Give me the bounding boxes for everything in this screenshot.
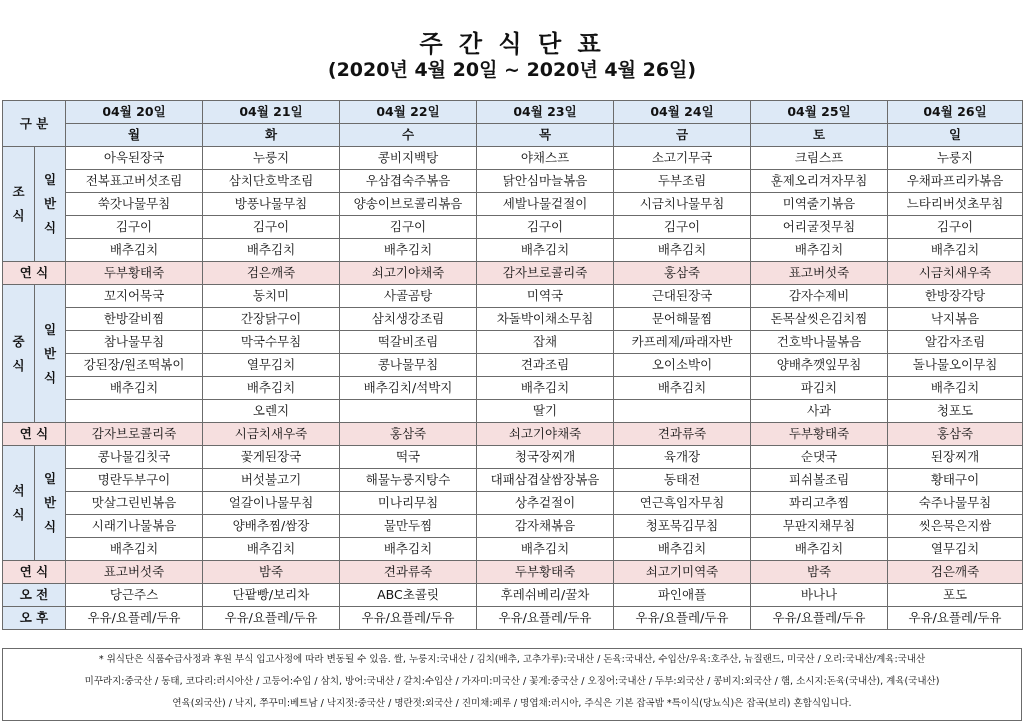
menu-cell: 배추김치: [888, 377, 1023, 400]
note-line-3: 연육(외국산) / 낙지, 쭈꾸미:베트남 / 낙지젓:중국산 / 명란젓:외국산 / 진미채:페루 / 명엽채:러시아, 주식은 기본 잡곡밥 *특이식(당뇨식)은 잡곡(보리) 혼합식입니다.: [172, 698, 852, 709]
menu-cell: 느타리버섯초무침: [888, 193, 1023, 216]
menu-cell: 양송이브로콜리볶음: [340, 193, 477, 216]
menu-cell: 황태구이: [888, 469, 1023, 492]
menu-cell: 청포묵김무침: [614, 515, 751, 538]
day-header: 일: [888, 124, 1023, 147]
menu-cell: [66, 400, 203, 423]
day-header: 화: [203, 124, 340, 147]
soft-menu-cell: 두부황태죽: [477, 561, 614, 584]
menu-cell: 우채파프리카볶음: [888, 170, 1023, 193]
snack-cell: 파인애플: [614, 584, 751, 607]
menu-cell: [614, 400, 751, 423]
menu-cell: 무판지채무침: [751, 515, 888, 538]
snack-cell: 우유/요플레/두유: [614, 607, 751, 630]
pm_snack-label: 오 후: [3, 607, 66, 630]
lunch-general-label: 일 반 식: [35, 285, 66, 423]
page-title: 주 간 식 단 표: [419, 30, 605, 58]
dinner-label: 석 식: [3, 446, 35, 561]
dinner-soft-label: 연 식: [3, 561, 66, 584]
day-header: 수: [340, 124, 477, 147]
breakfast-general-label: 일 반 식: [35, 147, 66, 262]
menu-cell: 삼치단호박조림: [203, 170, 340, 193]
menu-cell: 배추김치: [751, 538, 888, 561]
menu-cell: 김구이: [66, 216, 203, 239]
menu-cell: 닭안심마늘볶음: [477, 170, 614, 193]
menu-cell: 배추김치: [66, 377, 203, 400]
date-range-subtitle: (2020년 4월 20일 ~ 2020년 4월 26일): [327, 59, 697, 81]
menu-cell: 떡갈비조림: [340, 331, 477, 354]
menu-cell: 배추김치: [66, 239, 203, 262]
menu-cell: 배추김치: [66, 538, 203, 561]
menu-cell: 파김치: [751, 377, 888, 400]
day-header: 토: [751, 124, 888, 147]
menu-cell: 배추김치: [203, 239, 340, 262]
date-header: 04월 22일: [340, 101, 477, 124]
menu-cell: 두부조림: [614, 170, 751, 193]
menu-cell: 배추김치: [477, 239, 614, 262]
menu-cell: 소고기무국: [614, 147, 751, 170]
menu-cell: 미역국: [477, 285, 614, 308]
soft-menu-cell: 홍삼죽: [614, 262, 751, 285]
am_snack-label: 오 전: [3, 584, 66, 607]
menu-cell: 돌나물오이무침: [888, 354, 1023, 377]
menu-cell: 삼치생강조림: [340, 308, 477, 331]
menu-cell: 오렌지: [203, 400, 340, 423]
menu-cell: 김구이: [614, 216, 751, 239]
soft-menu-cell: 견과류죽: [340, 561, 477, 584]
menu-cell: 막국수무침: [203, 331, 340, 354]
menu-cell: 동치미: [203, 285, 340, 308]
menu-cell: 배추김치: [340, 239, 477, 262]
menu-cell: 간장닭구이: [203, 308, 340, 331]
menu-cell: 오이소박이: [614, 354, 751, 377]
menu-cell: 미나리무침: [340, 492, 477, 515]
snack-cell: 우유/요플레/두유: [340, 607, 477, 630]
menu-cell: 문어해물찜: [614, 308, 751, 331]
menu-cell: 차돌박이채소무침: [477, 308, 614, 331]
menu-cell: 김구이: [477, 216, 614, 239]
menu-cell: 김구이: [888, 216, 1023, 239]
menu-cell: 시금치나물무침: [614, 193, 751, 216]
soft-menu-cell: 쇠고기야채죽: [340, 262, 477, 285]
menu-cell: 육개장: [614, 446, 751, 469]
snack-cell: 우유/요플레/두유: [751, 607, 888, 630]
soft-menu-cell: 표고버섯죽: [66, 561, 203, 584]
menu-cell: 한방장각탕: [888, 285, 1023, 308]
menu-cell: 동태전: [614, 469, 751, 492]
lunch-soft-label: 연 식: [3, 423, 66, 446]
menu-cell: 청국장찌개: [477, 446, 614, 469]
menu-cell: 어리굴젓무침: [751, 216, 888, 239]
menu-cell: 견과조림: [477, 354, 614, 377]
menu-cell: 꽈리고추찜: [751, 492, 888, 515]
menu-cell: 양배추깻잎무침: [751, 354, 888, 377]
menu-cell: 배추김치: [340, 538, 477, 561]
soft-menu-cell: 검은깨죽: [203, 262, 340, 285]
menu-cell: 누룽지: [888, 147, 1023, 170]
menu-cell: 아욱된장국: [66, 147, 203, 170]
snack-cell: 단팥빵/보리차: [203, 584, 340, 607]
menu-cell: 배추김치: [477, 538, 614, 561]
soft-menu-cell: 감자브로콜리죽: [66, 423, 203, 446]
menu-cell: 연근흑임자무침: [614, 492, 751, 515]
menu-cell: 낙지볶음: [888, 308, 1023, 331]
menu-cell: 훈제오리겨자무침: [751, 170, 888, 193]
note-line-2: 미꾸라지:중국산 / 동태, 코다리:러시아산 / 고등어:수입 / 삼치, 방어:국내산 / 갈치:수입산 / 가자미:미국산 / 꽃게:중국산 / 오징어:국내산 / 두부:외국산 / 콩비지:외국산 / 햄, 소시지:돈육(국내산), 계육(국내산): [84, 676, 940, 687]
menu-cell: 사과: [751, 400, 888, 423]
menu-cell: 물만두찜: [340, 515, 477, 538]
menu-cell: 누룽지: [203, 147, 340, 170]
date-header: 04월 23일: [477, 101, 614, 124]
menu-cell: 한방갈비찜: [66, 308, 203, 331]
soft-menu-cell: 두부황태죽: [751, 423, 888, 446]
menu-cell: 상추겉절이: [477, 492, 614, 515]
menu-cell: 사골곰탕: [340, 285, 477, 308]
menu-cell: 꽃게된장국: [203, 446, 340, 469]
menu-cell: 김구이: [203, 216, 340, 239]
date-header: 04월 21일: [203, 101, 340, 124]
menu-cell: 배추김치: [614, 377, 751, 400]
soft-menu-cell: 시금치새우죽: [888, 262, 1023, 285]
snack-cell: 우유/요플레/두유: [477, 607, 614, 630]
menu-cell: 미역줄기볶음: [751, 193, 888, 216]
menu-cell: 양배추찜/쌈장: [203, 515, 340, 538]
menu-cell: 방풍나물무침: [203, 193, 340, 216]
menu-cell: 딸기: [477, 400, 614, 423]
breakfast-soft-label: 연 식: [3, 262, 66, 285]
menu-cell: 콩비지백탕: [340, 147, 477, 170]
snack-cell: 우유/요플레/두유: [888, 607, 1023, 630]
soft-menu-cell: 표고버섯죽: [751, 262, 888, 285]
menu-cell: 세발나물겉절이: [477, 193, 614, 216]
menu-cell: 배추김치: [888, 239, 1023, 262]
date-header: 04월 25일: [751, 101, 888, 124]
menu-cell: 배추김치: [203, 377, 340, 400]
note-line-1: * 위식단은 식품수급사정과 후원 부식 입고사정에 따라 변동될 수 있음. 쌀, 누룽지:국내산 / 김치(배추, 고추가루):국내산 / 돈육:국내산, 수입산/우육:호주산, 뉴질랜드, 미국산 / 오리:국내산/계육:국내산: [98, 654, 926, 665]
snack-cell: 포도: [888, 584, 1023, 607]
day-header: 금: [614, 124, 751, 147]
soft-menu-cell: 쇠고기미역죽: [614, 561, 751, 584]
menu-cell: [340, 400, 477, 423]
breakfast-label: 조 식: [3, 147, 35, 262]
menu-cell: 배추김치: [751, 239, 888, 262]
menu-cell: 강된장/원조떡볶이: [66, 354, 203, 377]
menu-cell: 시래기나물볶음: [66, 515, 203, 538]
soft-menu-cell: 시금치새우죽: [203, 423, 340, 446]
menu-cell: 열무김치: [888, 538, 1023, 561]
menu-cell: 참나물무침: [66, 331, 203, 354]
menu-cell: 얼갈이나물무침: [203, 492, 340, 515]
menu-cell: 배추김치/석박지: [340, 377, 477, 400]
snack-cell: 우유/요플레/두유: [203, 607, 340, 630]
lunch-label: 중 식: [3, 285, 35, 423]
menu-cell: 쑥갓나물무침: [66, 193, 203, 216]
weekly-menu-table: [2, 100, 1023, 630]
menu-cell: 카프레제/파래자반: [614, 331, 751, 354]
soft-menu-cell: 검은깨죽: [888, 561, 1023, 584]
soft-menu-cell: 두부황태죽: [66, 262, 203, 285]
snack-cell: 당근주스: [66, 584, 203, 607]
menu-cell: 배추김치: [614, 239, 751, 262]
soft-menu-cell: 견과류죽: [614, 423, 751, 446]
menu-cell: 씻은묵은지쌈: [888, 515, 1023, 538]
menu-cell: 순댓국: [751, 446, 888, 469]
menu-cell: 배추김치: [614, 538, 751, 561]
menu-cell: 배추김치: [203, 538, 340, 561]
soft-menu-cell: 감자브로콜리죽: [477, 262, 614, 285]
soft-menu-cell: 홍삼죽: [888, 423, 1023, 446]
soft-menu-cell: 쇠고기야채죽: [477, 423, 614, 446]
date-header: 04월 26일: [888, 101, 1023, 124]
menu-cell: 배추김치: [477, 377, 614, 400]
menu-cell: 버섯불고기: [203, 469, 340, 492]
menu-cell: 알감자조림: [888, 331, 1023, 354]
menu-cell: 떡국: [340, 446, 477, 469]
menu-cell: 우삼겹숙주볶음: [340, 170, 477, 193]
date-header: 04월 24일: [614, 101, 751, 124]
menu-cell: 꼬지어묵국: [66, 285, 203, 308]
menu-cell: 콩나물김칫국: [66, 446, 203, 469]
menu-cell: 크림스프: [751, 147, 888, 170]
menu-cell: 콩나물무침: [340, 354, 477, 377]
menu-cell: 김구이: [340, 216, 477, 239]
menu-cell: 건호박나물볶음: [751, 331, 888, 354]
dinner-general-label: 일 반 식: [35, 446, 66, 561]
menu-cell: 된장찌개: [888, 446, 1023, 469]
menu-cell: 명란두부구이: [66, 469, 203, 492]
menu-cell: 피쉬볼조림: [751, 469, 888, 492]
menu-cell: 열무김치: [203, 354, 340, 377]
snack-cell: 후레쉬베리/꿀차: [477, 584, 614, 607]
soft-menu-cell: 홍삼죽: [340, 423, 477, 446]
menu-cell: 돈목살씻은김치찜: [751, 308, 888, 331]
snack-cell: 우유/요플레/두유: [66, 607, 203, 630]
menu-cell: 전복표고버섯조림: [66, 170, 203, 193]
date-header: 04월 20일: [66, 101, 203, 124]
menu-cell: 야채스프: [477, 147, 614, 170]
menu-cell: 감자채볶음: [477, 515, 614, 538]
day-header: 월: [66, 124, 203, 147]
snack-cell: ABC초콜릿: [340, 584, 477, 607]
menu-cell: 청포도: [888, 400, 1023, 423]
notes-box: [2, 648, 1022, 721]
gubun-header: 구 분: [3, 101, 66, 147]
menu-cell: 해물누룽지탕수: [340, 469, 477, 492]
menu-cell: 대패삼겹살쌈장볶음: [477, 469, 614, 492]
menu-cell: 숙주나물무침: [888, 492, 1023, 515]
menu-cell: 맛살그린빈볶음: [66, 492, 203, 515]
snack-cell: 바나나: [751, 584, 888, 607]
day-header: 목: [477, 124, 614, 147]
soft-menu-cell: 밤죽: [203, 561, 340, 584]
menu-cell: 잡채: [477, 331, 614, 354]
menu-cell: 근대된장국: [614, 285, 751, 308]
menu-cell: 감자수제비: [751, 285, 888, 308]
soft-menu-cell: 밤죽: [751, 561, 888, 584]
